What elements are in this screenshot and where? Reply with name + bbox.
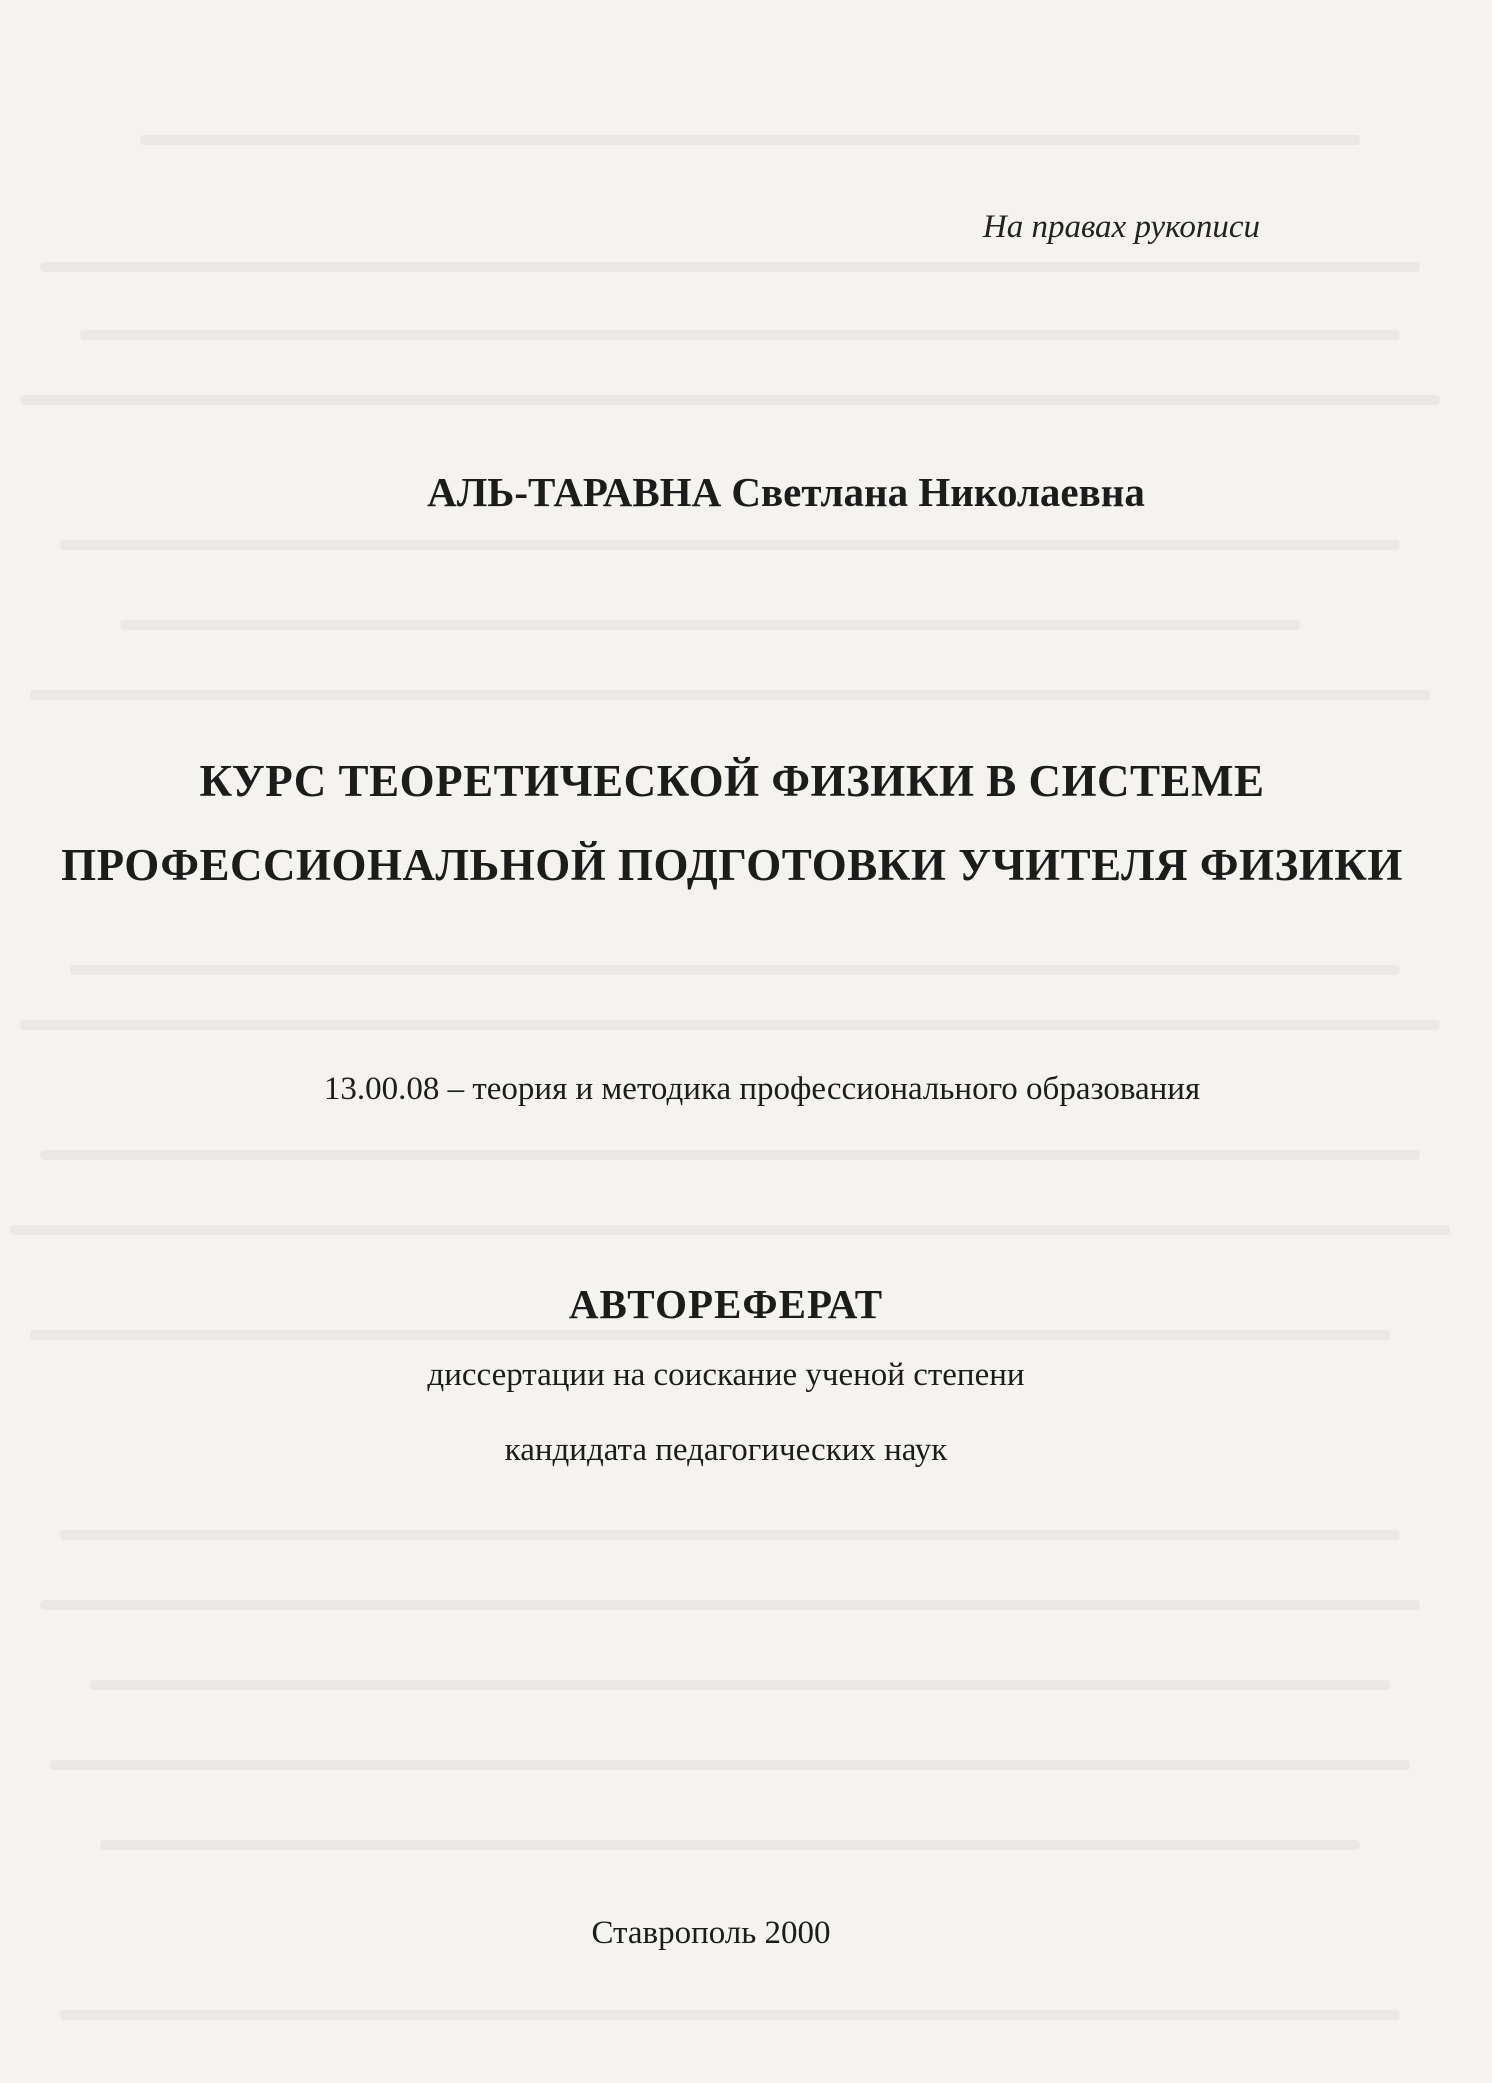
bleed-through-line (140, 135, 1360, 145)
degree-line-2: кандидата педагогических наук (504, 1432, 948, 1468)
document-type-label: АВТОРЕФЕРАТ (568, 1281, 884, 1327)
author-name: АЛЬ-ТАРАВНА Светлана Николаевна (427, 469, 1145, 515)
bleed-through-line (40, 262, 1420, 272)
specialty-code: 13.00.08 – теория и методика профессионального образования (323, 1071, 1201, 1107)
bleed-through-line (30, 1330, 1390, 1340)
bleed-through-line (60, 1530, 1400, 1540)
bleed-through-line (10, 1225, 1450, 1235)
manuscript-note: На правах рукописи (982, 209, 1260, 245)
bleed-through-line (20, 1020, 1440, 1030)
bleed-through-line (100, 1840, 1360, 1850)
bleed-through-line (50, 1760, 1410, 1770)
place-year: Ставрополь 2000 (591, 1915, 831, 1951)
degree-line-1: диссертации на соискание ученой степени (427, 1357, 1025, 1393)
bleed-through-line (60, 540, 1400, 550)
bleed-through-line (20, 395, 1440, 405)
bleed-through-line (30, 690, 1430, 700)
bleed-through-line (90, 1680, 1390, 1690)
bleed-through-line (120, 620, 1300, 630)
bleed-through-line (40, 1150, 1420, 1160)
title-line-1: КУРС ТЕОРЕТИЧЕСКОЙ ФИЗИКИ В СИСТЕМЕ (199, 756, 1265, 806)
bleed-through-line (80, 330, 1400, 340)
bleed-through-line (70, 965, 1400, 975)
bleed-through-line (40, 1600, 1420, 1610)
bleed-through-line (60, 2010, 1400, 2020)
title-line-2: ПРОФЕССИОНАЛЬНОЙ ПОДГОТОВКИ УЧИТЕЛЯ ФИЗИКИ (61, 840, 1403, 890)
